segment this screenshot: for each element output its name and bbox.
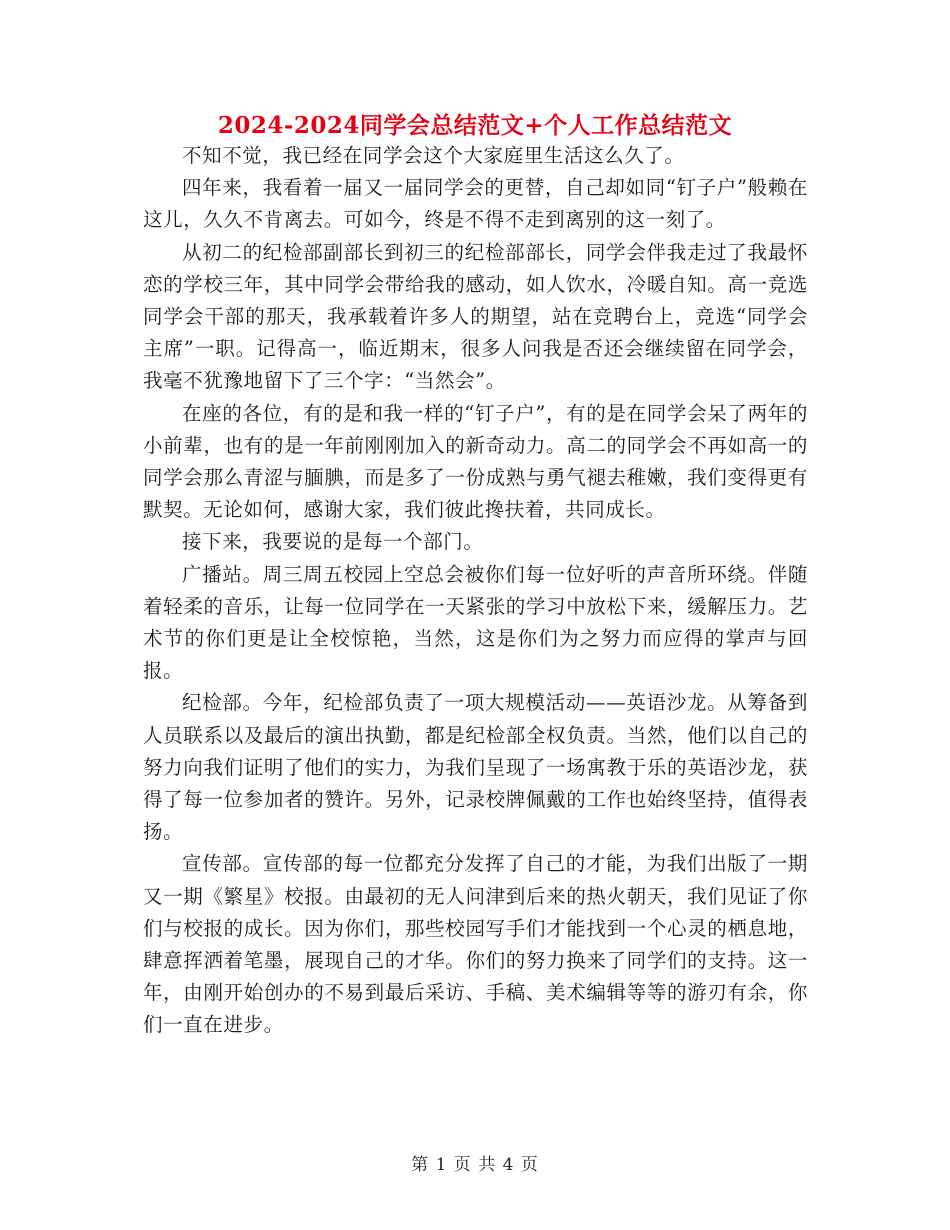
paragraph-7: 纪检部。今年，纪检部负责了一项大规模活动——英语沙龙。从筹备到人员联系以及最后的演出执勤，都是纪检部全权负责。当然，他们以自己的努力向我们证明了他们的实力，为我们呈现了一场寓教于乐的英语沙龙，获得了每一位参加者的赞许。另外，记录校牌佩戴的工作也始终坚持，值得表扬。	[143, 691, 808, 844]
paragraph-4: 在座的各位，有的是和我一样的“钉子户”，有的是在同学会呆了两年的小前辈，也有的是一年前刚刚加入的新奇动力。高二的同学会不再如高一的同学会那么青涩与腼腆，而是多了一份成熟与勇气褪去稚嫩，我们变得更有默契。无论如何，感谢大家，我们彼此搀扶着，共同成长。	[143, 401, 808, 522]
paragraph-6: 广播站。周三周五校园上空总会被你们每一位好听的声音所环绕。伴随着轻柔的音乐，让每一位同学在一天紧张的学习中放松下来，缓解压力。艺术节的你们更是让全校惊艳，当然，这是你们为之努力而应得的掌声与回报。	[143, 562, 808, 683]
paragraph-3: 从初二的纪检部副部长到初三的纪检部部长，同学会伴我走过了我最怀恋的学校三年，其中同学会带给我的感动，如人饮水，冷暖自知。高一竞选同学会干部的那天，我承载着许多人的期望，站在竞聘台上，竞选“同学会主席”一职。记得高一，临近期末，很多人问我是否还会继续留在同学会，我毫不犹豫地留下了三个字：“当然会”。	[143, 240, 808, 393]
document-body	[143, 140, 808, 1042]
paragraph-8: 宣传部。宣传部的每一位都充分发挥了自己的才能，为我们出版了一期又一期《繁星》校报。由最初的无人问津到后来的热火朝天，我们见证了你们与校报的成长。因为你们，那些校园写手们才能找到一个心灵的栖息地，肆意挥洒着笔墨，展现自己的才华。你们的努力换来了同学们的支持。这一年，由刚开始创办的不易到最后采访、手稿、美术编辑等等的游刃有余，你们一直在进步。	[143, 852, 808, 1037]
page-footer: 第 1 页 共 4 页	[411, 1155, 539, 1175]
paragraph-5: 接下来，我要说的是每一个部门。	[182, 530, 484, 554]
document-title: 2024-2024同学会总结范文+个人工作总结范文	[217, 112, 733, 139]
paragraph-2: 四年来，我看着一届又一届同学会的更替，自己却如同“钉子户”般赖在这儿，久久不肯离去。可如今，终是不得不走到离别的这一刻了。	[143, 176, 808, 232]
paragraph-1: 不知不觉，我已经在同学会这个大家庭里生活这么久了。	[182, 144, 685, 167]
